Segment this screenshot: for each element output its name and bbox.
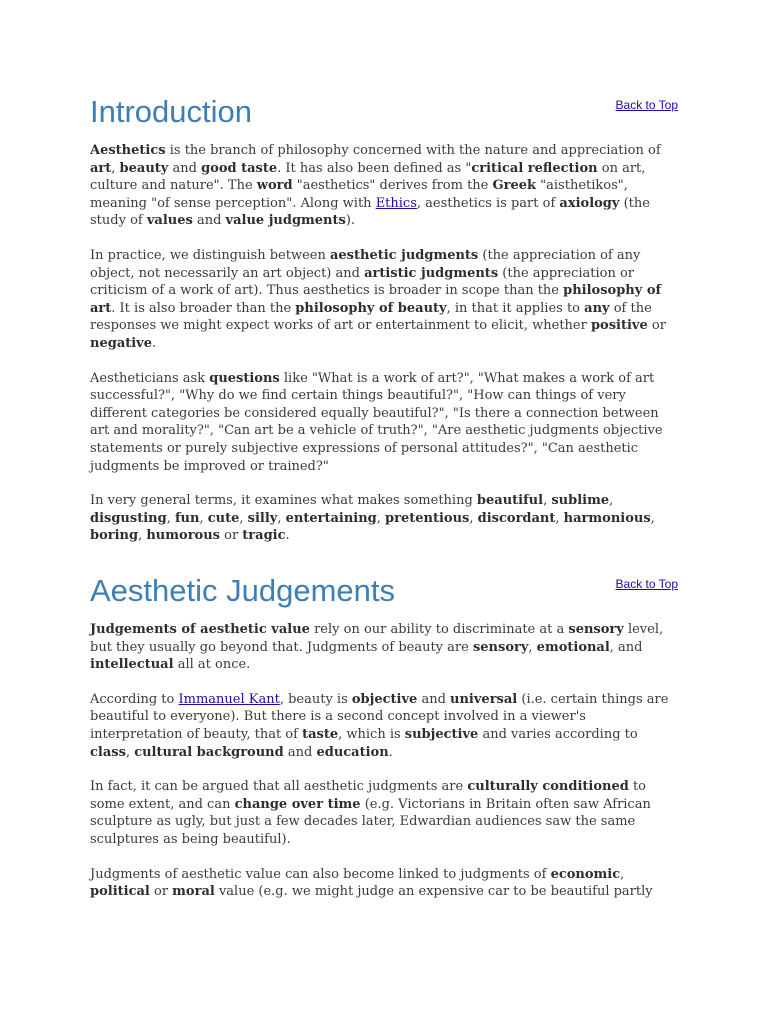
bold-term: cultural background — [134, 744, 284, 760]
judgements-body — [90, 621, 678, 901]
text-run: , in that it applies to — [446, 300, 585, 316]
bold-term: value judgments — [225, 213, 346, 229]
bold-term: change over time — [234, 796, 361, 812]
text-run: , — [239, 510, 248, 526]
text-run: , — [555, 510, 564, 526]
text-run: , — [376, 510, 386, 526]
paragraph — [90, 621, 678, 674]
back-to-top-link[interactable]: Back to Top — [615, 577, 678, 591]
bold-term: discordant — [477, 510, 556, 526]
paragraph — [90, 492, 678, 545]
text-run: . — [152, 335, 157, 351]
text-run: , — [620, 866, 625, 882]
text-run: and varies according to — [478, 726, 638, 742]
text-run: is the branch of philosophy concerned with the nature and appreciation of — [165, 143, 661, 158]
text-run: , — [166, 510, 175, 526]
bold-term: art — [90, 160, 112, 176]
text-run: or — [219, 528, 243, 544]
bold-term: moral — [172, 884, 215, 900]
text-run: value (e.g. we might judge an expensive car to be beautiful partly — [214, 884, 653, 900]
text-run: (the appreciation of any object, not necessarily an art object) and — [90, 247, 641, 281]
bold-term: class — [90, 744, 126, 760]
bold-term: emotional — [536, 639, 610, 655]
bold-term: culturally conditioned — [467, 779, 629, 795]
bold-term: entertaining — [285, 510, 377, 526]
section-aesthetic-judgements — [90, 571, 678, 918]
text-run: and — [283, 744, 317, 760]
text-run: , aesthetics is part of — [416, 195, 560, 211]
bold-term: boring — [90, 528, 139, 544]
text-run: , — [138, 528, 147, 544]
text-run: . — [388, 744, 393, 760]
text-run: or — [647, 318, 666, 334]
text-run: , — [199, 510, 208, 526]
section-title-aesthetic-judgements: Aesthetic Judgements — [90, 573, 396, 608]
text-run: , and — [609, 639, 643, 655]
text-run: , — [125, 744, 135, 760]
paragraph — [90, 866, 678, 901]
text-run: . — [285, 528, 290, 544]
bold-term: sublime — [551, 493, 610, 509]
bold-term: economic — [550, 866, 621, 882]
text-run: and — [417, 691, 451, 707]
bold-term: harmonious — [563, 510, 651, 526]
bold-term: any — [584, 300, 610, 316]
bold-term: artistic judgments — [364, 265, 499, 281]
text-run: "aesthetics" derives from the — [292, 178, 493, 194]
bold-term: questions — [209, 370, 280, 386]
bold-term: intellectual — [90, 657, 174, 673]
text-run: (the appreciation or criticism of a work of art). Thus aesthetics is broader in scope than the — [90, 265, 635, 299]
text-run: , — [277, 510, 286, 526]
text-run: , which is — [338, 726, 405, 742]
text-run: . It is also broader than the — [111, 300, 296, 316]
text-run: , — [543, 493, 552, 509]
bold-term: sensory — [472, 639, 529, 655]
text-run: (i.e. certain things are beautiful to everyone). But there is a second concept involved in a viewer's interpretation of beauty, that of — [90, 691, 669, 742]
text-run: on art, culture and nature". The — [90, 160, 646, 194]
bold-term: good taste — [201, 160, 278, 176]
section-heading-row — [90, 571, 678, 621]
bold-term: education — [316, 744, 389, 760]
bold-term: axiology — [559, 195, 620, 211]
text-run: , — [528, 639, 537, 655]
bold-term: tragic — [242, 528, 286, 544]
text-run: Judgments of aesthetic value can also become linked to judgments of — [90, 866, 551, 882]
inline-link[interactable]: Ethics — [375, 195, 417, 211]
bold-term: Greek — [492, 178, 537, 194]
text-run: . It has also been defined as " — [277, 160, 472, 176]
text-run: or — [149, 884, 173, 900]
paragraph — [90, 691, 678, 761]
bold-term: sensory — [568, 622, 624, 637]
text-run: (e.g. Victorians in Britain often saw African sculpture as ugly, but just a few decades later, Edwardian audiences saw the same sculptures as being beautiful). — [90, 796, 651, 847]
section-introduction — [90, 92, 678, 562]
text-run: , — [650, 510, 655, 526]
text-run: In very general terms, it examines what makes something — [90, 493, 477, 509]
bold-term: objective — [351, 691, 418, 707]
text-run: to some extent, and can — [90, 779, 647, 812]
inline-link[interactable]: Immanuel Kant — [178, 691, 280, 707]
bold-term: political — [90, 884, 150, 900]
bold-term: critical reflection — [471, 160, 598, 176]
text-run: , — [469, 510, 478, 526]
bold-term: universal — [450, 691, 518, 707]
bold-term: positive — [590, 318, 648, 334]
section-heading-row — [90, 92, 678, 142]
bold-term: aesthetic judgments — [329, 247, 479, 263]
bold-term: beautiful — [476, 493, 544, 509]
bold-term: cute — [207, 510, 240, 526]
bold-term: philosophy of art — [90, 283, 662, 316]
bold-term: Judgements of aesthetic value — [90, 622, 310, 637]
paragraph — [90, 778, 678, 848]
bold-term: pretentious — [385, 510, 470, 526]
text-run: and — [192, 213, 226, 229]
text-run: (the study of — [90, 195, 650, 229]
text-run: In fact, it can be argued that all aesthetic judgments are — [90, 779, 468, 795]
text-run: , — [111, 160, 120, 176]
paragraph — [90, 142, 678, 230]
text-run: and — [168, 160, 202, 176]
paragraph — [90, 370, 678, 476]
bold-term: values — [146, 213, 193, 229]
introduction-body — [90, 142, 678, 545]
text-run: Aestheticians ask — [90, 370, 210, 386]
text-run: rely on our ability to discriminate at a — [309, 622, 569, 637]
bold-term: Aesthetics — [90, 143, 166, 158]
bold-term: subjective — [404, 726, 479, 742]
text-run: In practice, we distinguish between — [90, 247, 330, 263]
paragraph — [90, 247, 678, 353]
section-title-introduction: Introduction — [90, 94, 252, 129]
bold-term: fun — [174, 510, 200, 526]
text-run: all at once. — [173, 657, 251, 673]
bold-term: philosophy of beauty — [295, 300, 447, 316]
text-run: of the responses we might expect works of art or entertainment to elicit, whether — [90, 300, 652, 334]
text-run: According to — [90, 691, 179, 707]
bold-term: word — [256, 178, 293, 194]
text-run: , beauty is — [279, 691, 352, 707]
text-run: "aisthetikos", meaning "of sense perception". Along with — [90, 178, 628, 211]
bold-term: taste — [302, 726, 339, 742]
bold-term: humorous — [146, 528, 220, 544]
bold-term: silly — [247, 510, 278, 526]
text-run: ). — [345, 213, 356, 229]
bold-term: negative — [90, 335, 153, 351]
bold-term: disgusting — [90, 510, 167, 526]
text-run: , — [609, 493, 614, 509]
bold-term: beauty — [119, 160, 169, 176]
text-run: level, but they usually go beyond that. Judgments of beauty are — [90, 622, 664, 655]
back-to-top-link[interactable]: Back to Top — [615, 98, 678, 112]
text-run: like "What is a work of art?", "What makes a work of art successful?", "Why do we find certain things beautiful?", "How can things of very different categories be considered equally beautiful?", "Is there a connection between art and morality?", "Can art be a vehicle of truth?", "Are aesthetic judgments objective statements or purely subjective expressions of personal attitudes?", "Can aesthetic judgments be improved or trained?" — [90, 370, 663, 474]
